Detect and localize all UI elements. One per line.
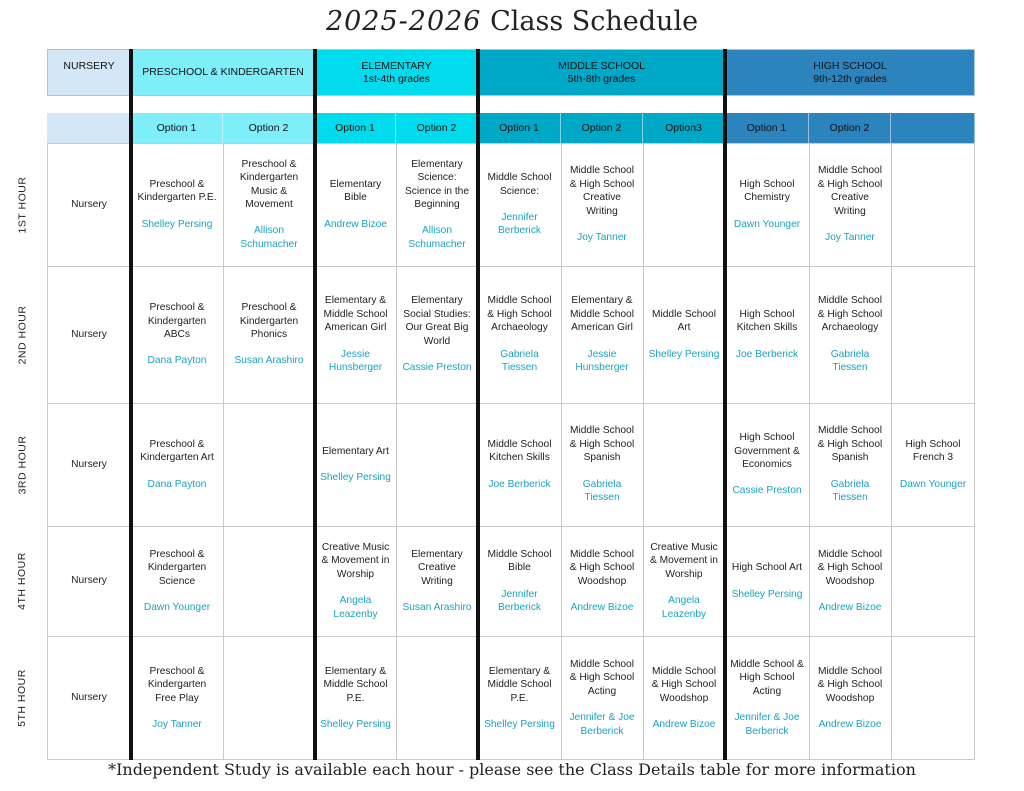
class-cell	[730, 268, 804, 401]
class-cell	[136, 405, 218, 524]
class-name: High School Government & Economics	[734, 432, 800, 470]
option-header: Option 2	[809, 113, 891, 143]
class-cell	[566, 528, 638, 634]
class-cell	[566, 638, 638, 758]
row-divider	[47, 403, 975, 404]
row-divider	[47, 266, 975, 267]
class-cell	[320, 268, 391, 401]
class-name: Middle School & High School Woodshop	[817, 548, 883, 587]
class-cell	[401, 528, 473, 634]
class-cell	[228, 145, 310, 264]
class-cell	[730, 638, 804, 758]
teacher-name: Andrew Bizoe	[818, 718, 882, 730]
teacher-name: Andrew Bizoe	[652, 718, 716, 730]
class-cell	[52, 145, 126, 264]
column-divider	[561, 143, 562, 760]
class-cell	[730, 145, 804, 264]
option-header: Option 2	[561, 113, 643, 143]
title-text: Class Schedule	[490, 6, 699, 37]
class-cell	[483, 145, 556, 264]
class-name: Middle School & High School Woodshop	[569, 548, 635, 587]
teacher-name: Dawn Younger	[733, 218, 801, 230]
level-header-elementary	[315, 49, 478, 96]
teacher-name: Shelley Persing	[320, 472, 391, 483]
class-name: Creative Music & Movement in Worship	[321, 541, 390, 580]
group-separator	[476, 49, 480, 760]
class-name: Middle School & High School Archaeology	[487, 295, 552, 334]
class-cell	[136, 528, 218, 634]
hour-label	[12, 266, 32, 403]
teacher-name: Joy Tanner	[152, 718, 202, 730]
class-name: Middle School & High School Spanish	[569, 425, 635, 464]
class-cell	[648, 405, 720, 524]
teacher-name: Joe Berberick	[735, 348, 799, 360]
teacher-name: Andrew Bizoe	[324, 218, 387, 230]
class-name: Elementary Creative Writing	[411, 548, 463, 587]
class-cell	[401, 268, 473, 401]
teacher-name: Jessie Hunsberger	[328, 348, 383, 374]
level-name: HIGH SCHOOL	[813, 59, 887, 72]
class-cell	[483, 528, 556, 634]
teacher-name: Jennifer & Joe Berberick	[569, 712, 635, 737]
hour-label	[12, 526, 32, 636]
class-name: Elementary Social Studies: Our Great Big World	[403, 295, 471, 347]
teacher-name: Allison Schumacher	[240, 225, 298, 250]
class-name: Preschool & Kindergarten Free Play	[147, 665, 207, 704]
class-cell	[814, 268, 886, 401]
class-cell	[814, 638, 886, 758]
class-name: Middle School & High School Spanish	[817, 425, 883, 464]
row-divider	[47, 526, 975, 527]
class-name: Preschool & Kindergarten Art	[140, 438, 214, 464]
teacher-name: Shelley Persing	[320, 718, 391, 730]
level-header-preschool-kindergarten	[131, 49, 315, 96]
class-cell	[320, 145, 391, 264]
class-cell	[896, 638, 970, 758]
class-cell	[401, 405, 473, 524]
class-name: Middle School & High School Creative Writing	[817, 165, 883, 217]
class-cell	[228, 268, 310, 401]
class-cell	[228, 528, 310, 634]
teacher-name: Allison Schumacher	[408, 225, 466, 250]
class-cell	[136, 268, 218, 401]
hour-label-text: 2ND HOUR	[16, 305, 28, 364]
class-cell	[566, 145, 638, 264]
teacher-name: Dawn Younger	[143, 601, 211, 613]
class-name: Elementary & Middle School P.E.	[323, 665, 388, 704]
class-name: Elementary & Middle School P.E.	[487, 665, 552, 704]
class-name: Middle School & High School Woodshop	[817, 665, 883, 704]
option-header: Option 1	[478, 113, 561, 143]
teacher-name: Shelley Persing	[484, 718, 555, 730]
class-name: High School Art	[731, 562, 803, 574]
class-cell	[52, 268, 126, 401]
class-cell	[730, 528, 804, 634]
teacher-name: Jennifer Berberick	[497, 212, 542, 237]
teacher-name: Angela Leazenby	[333, 595, 378, 620]
column-divider	[809, 143, 810, 760]
class-name: Elementary Art	[322, 445, 389, 457]
class-cell	[228, 638, 310, 758]
class-name: Preschool & Kindergarten Phonics	[239, 302, 299, 340]
teacher-name: Joe Berberick	[488, 478, 551, 490]
level-grades: 1st-4th grades	[362, 72, 431, 85]
teacher-name: Angela Leazenby	[661, 595, 707, 620]
class-name: Middle School & High School Creative Writing	[569, 165, 635, 217]
class-name: Middle School Bible	[487, 548, 552, 574]
class-cell	[136, 145, 218, 264]
title-year: 2025-2026	[325, 6, 482, 37]
class-name: Elementary & Middle School American Girl	[323, 295, 388, 334]
teacher-name: Jennifer Berberick	[497, 588, 542, 613]
class-cell	[814, 405, 886, 524]
hour-label	[12, 143, 32, 266]
option-header: Option 1	[315, 113, 396, 143]
class-name: High School French 3	[905, 438, 961, 464]
teacher-name: Cassie Preston	[732, 485, 802, 497]
class-cell	[814, 145, 886, 264]
class-name: Middle School & High School Archaeology	[817, 295, 883, 334]
class-cell	[483, 638, 556, 758]
class-cell	[483, 268, 556, 401]
class-cell	[896, 268, 970, 401]
teacher-name: Joy Tanner	[825, 232, 875, 244]
teacher-name: Susan Arashiro	[234, 355, 304, 367]
column-divider	[396, 143, 397, 760]
class-cell	[320, 528, 391, 634]
class-cell	[483, 405, 556, 524]
class-name: Middle School & High School Woodshop	[651, 665, 717, 704]
group-separator	[313, 49, 317, 760]
level-grades: 5th-8th grades	[567, 72, 636, 85]
class-cell	[648, 528, 720, 634]
class-name: Middle School Science:	[487, 172, 552, 197]
class-name: High School Chemistry	[739, 178, 795, 204]
teacher-name: Dana Payton	[147, 355, 207, 367]
option-header	[47, 113, 131, 143]
option-header	[891, 113, 975, 143]
class-name: Middle School & High School Acting	[569, 658, 635, 697]
teacher-name: Dana Payton	[147, 478, 207, 490]
column-divider	[891, 143, 892, 760]
level-grades: 9th-12th grades	[813, 72, 887, 85]
class-cell	[320, 638, 391, 758]
teacher-name: Gabriela Tiessen	[830, 478, 870, 504]
class-cell	[320, 405, 391, 524]
teacher-name: Dawn Younger	[899, 478, 967, 490]
level-header-high-school	[725, 49, 975, 96]
teacher-name: Susan Arashiro	[402, 601, 472, 613]
class-cell	[648, 145, 720, 264]
level-name: PRESCHOOL & KINDERGARTEN	[142, 66, 304, 78]
class-cell	[566, 268, 638, 401]
class-cell	[566, 405, 638, 524]
class-cell	[228, 405, 310, 524]
group-separator	[723, 49, 727, 760]
class-name: Elementary Science: Science in the Beginning	[405, 158, 469, 210]
teacher-name: Gabriela Tiessen	[500, 348, 539, 374]
class-cell	[52, 638, 126, 758]
column-divider	[223, 143, 224, 760]
teacher-name: Shelley Persing	[648, 348, 720, 360]
class-name: Middle School Art	[652, 308, 716, 334]
level-header-middle-school	[478, 49, 725, 96]
column-divider	[643, 143, 644, 760]
hour-label-text: 5TH HOUR	[16, 669, 29, 727]
hour-label	[12, 636, 32, 760]
class-cell	[401, 638, 473, 758]
level-name: MIDDLE SCHOOL	[558, 59, 645, 72]
class-cell	[401, 145, 473, 264]
hour-label	[12, 403, 32, 526]
level-name: NURSERY	[63, 60, 115, 72]
class-cell	[814, 528, 886, 634]
teacher-name: Shelley Persing	[731, 588, 803, 600]
option-header: Option3	[643, 113, 725, 143]
class-name: Nursery	[71, 198, 107, 210]
option-header: Option 2	[223, 113, 315, 143]
class-name: Creative Music & Movement in Worship	[650, 541, 718, 580]
option-header: Option 1	[131, 113, 223, 143]
class-name: Nursery	[71, 458, 107, 470]
teacher-name: Gabriela Tiessen	[582, 478, 622, 504]
class-name: Middle School & High School Acting	[730, 658, 804, 697]
row-divider	[47, 636, 975, 637]
class-name: Middle School Kitchen Skills	[487, 438, 552, 464]
option-header: Option 2	[396, 113, 478, 143]
teacher-name: Jessie Hunsberger	[575, 348, 629, 374]
class-name: Preschool & Kindergarten Music & Movement	[239, 158, 299, 210]
class-name: Elementary Bible	[329, 178, 382, 204]
option-header: Option 1	[725, 113, 809, 143]
class-cell	[52, 405, 126, 524]
teacher-name: Andrew Bizoe	[818, 601, 882, 613]
teacher-name: Andrew Bizoe	[570, 601, 634, 613]
hour-label-text: 3RD HOUR	[16, 435, 28, 494]
class-cell	[896, 405, 970, 524]
teacher-name: Cassie Preston	[402, 362, 472, 374]
class-name: High School Kitchen Skills	[736, 308, 798, 334]
class-name: Nursery	[71, 692, 107, 704]
level-header-nursery	[47, 49, 131, 96]
class-name: Nursery	[71, 575, 107, 587]
class-cell	[896, 145, 970, 264]
class-name: Nursery	[71, 328, 107, 340]
class-cell	[52, 528, 126, 634]
hour-label-text: 4TH HOUR	[16, 552, 29, 610]
hour-label-text: 1ST HOUR	[16, 176, 28, 233]
class-name: Elementary & Middle School American Girl	[570, 295, 634, 334]
independent-study-footnote: *Independent Study is available each hour - please see the Class Details table for more information	[108, 760, 916, 779]
class-name: Preschool & Kindergarten ABCs	[147, 302, 207, 340]
class-cell	[730, 405, 804, 524]
teacher-name: Gabriela Tiessen	[830, 348, 870, 374]
class-cell	[896, 528, 970, 634]
class-name: Preschool & Kindergarten P.E.	[137, 178, 217, 204]
teacher-name: Joy Tanner	[577, 232, 627, 244]
level-name: ELEMENTARY	[361, 59, 432, 72]
class-cell	[136, 638, 218, 758]
teacher-name: Shelley Persing	[141, 218, 213, 230]
class-name: Preschool & Kindergarten Science	[147, 548, 207, 587]
page-title	[0, 6, 1024, 46]
class-cell	[648, 268, 720, 401]
class-cell	[648, 638, 720, 758]
group-separator	[129, 49, 133, 760]
teacher-name: Jennifer & Joe Berberick	[734, 712, 800, 737]
